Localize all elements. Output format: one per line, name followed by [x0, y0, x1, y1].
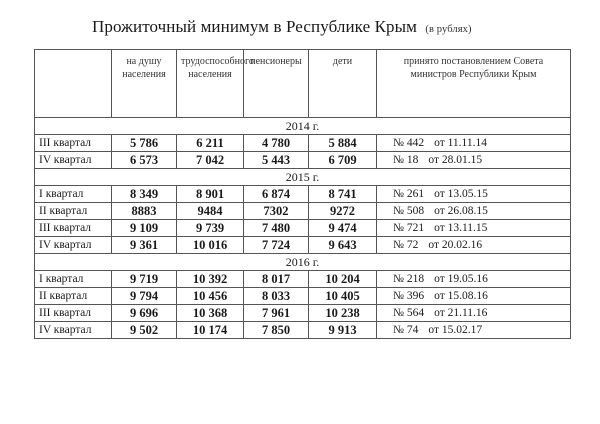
quarter-cell: I квартал	[35, 186, 112, 203]
year-row	[35, 169, 571, 186]
per-capita-cell: 5 786	[112, 135, 177, 152]
table-row	[35, 220, 571, 237]
resolution-number: № 442	[393, 136, 425, 149]
year-label: 2015 г.	[35, 169, 571, 186]
title-unit-note: (в рублях)	[425, 24, 472, 35]
resolution-number: № 721	[393, 221, 425, 234]
quarter-cell: III квартал	[35, 135, 112, 152]
resolution-cell	[377, 288, 571, 305]
resolution-number: № 564	[393, 306, 425, 319]
resolution-number: № 18	[393, 153, 419, 166]
header-children: дети	[309, 50, 377, 118]
header-resolution: принято постановлением Совета министров Республики Крым	[377, 50, 571, 118]
quarter-cell: IV квартал	[35, 152, 112, 169]
children-cell: 8 741	[309, 186, 377, 203]
resolution-date: от 21.11.16	[434, 306, 488, 319]
year-label: 2016 г.	[35, 254, 571, 271]
children-cell: 9272	[309, 203, 377, 220]
year-row	[35, 254, 571, 271]
pensioners-cell: 7 724	[244, 237, 309, 254]
resolution-cell	[377, 152, 571, 169]
children-cell: 6 709	[309, 152, 377, 169]
children-cell: 9 474	[309, 220, 377, 237]
table-row	[35, 135, 571, 152]
header-pensioners: пенсионеры	[244, 50, 309, 118]
table-row	[35, 152, 571, 169]
header-quarter	[35, 50, 112, 118]
pensioners-cell: 7 961	[244, 305, 309, 322]
quarter-cell: IV квартал	[35, 237, 112, 254]
per-capita-cell: 8 349	[112, 186, 177, 203]
working-population-cell: 6 211	[177, 135, 244, 152]
per-capita-cell: 9 696	[112, 305, 177, 322]
resolution-date: от 11.11.14	[434, 136, 488, 149]
per-capita-cell: 6 573	[112, 152, 177, 169]
header-working-population: трудоспособного населения	[177, 50, 244, 118]
pensioners-cell: 7 850	[244, 322, 309, 339]
children-cell: 10 405	[309, 288, 377, 305]
per-capita-cell: 9 794	[112, 288, 177, 305]
table-header-row	[35, 50, 571, 118]
table-row	[35, 288, 571, 305]
working-population-cell: 10 016	[177, 237, 244, 254]
children-cell: 10 204	[309, 271, 377, 288]
per-capita-cell: 9 361	[112, 237, 177, 254]
per-capita-cell: 8883	[112, 203, 177, 220]
subsistence-minimum-table	[34, 49, 571, 339]
table-row	[35, 271, 571, 288]
working-population-cell: 8 901	[177, 186, 244, 203]
quarter-cell: III квартал	[35, 305, 112, 322]
pensioners-cell: 8 017	[244, 271, 309, 288]
children-cell: 10 238	[309, 305, 377, 322]
pensioners-cell: 6 874	[244, 186, 309, 203]
document-title	[92, 17, 472, 37]
working-population-cell: 9 739	[177, 220, 244, 237]
resolution-number: № 508	[393, 204, 425, 217]
children-cell: 9 643	[309, 237, 377, 254]
resolution-date: от 19.05.16	[434, 272, 488, 285]
working-population-cell: 10 456	[177, 288, 244, 305]
table-row	[35, 237, 571, 254]
pensioners-cell: 5 443	[244, 152, 309, 169]
resolution-cell	[377, 322, 571, 339]
children-cell: 9 913	[309, 322, 377, 339]
table-body	[35, 118, 571, 339]
resolution-number: № 396	[393, 289, 425, 302]
resolution-number: № 74	[393, 323, 419, 336]
table-row	[35, 305, 571, 322]
resolution-cell	[377, 186, 571, 203]
resolution-cell	[377, 203, 571, 220]
year-row	[35, 118, 571, 135]
resolution-date: от 20.02.16	[428, 238, 483, 251]
resolution-date: от 26.08.15	[434, 204, 488, 217]
resolution-number: № 261	[393, 187, 425, 200]
resolution-cell	[377, 220, 571, 237]
quarter-cell: I квартал	[35, 271, 112, 288]
resolution-number: № 72	[393, 238, 419, 251]
quarter-cell: III квартал	[35, 220, 112, 237]
per-capita-cell: 9 109	[112, 220, 177, 237]
per-capita-cell: 9 719	[112, 271, 177, 288]
resolution-number: № 218	[393, 272, 425, 285]
header-per-capita: на душу населения	[112, 50, 177, 118]
resolution-date: от 13.05.15	[434, 187, 488, 200]
pensioners-cell: 4 780	[244, 135, 309, 152]
quarter-cell: IV квартал	[35, 322, 112, 339]
quarter-cell: II квартал	[35, 288, 112, 305]
pensioners-cell: 7302	[244, 203, 309, 220]
working-population-cell: 10 368	[177, 305, 244, 322]
resolution-cell	[377, 237, 571, 254]
table-row	[35, 322, 571, 339]
table-row	[35, 186, 571, 203]
pensioners-cell: 7 480	[244, 220, 309, 237]
working-population-cell: 7 042	[177, 152, 244, 169]
working-population-cell: 10 392	[177, 271, 244, 288]
title-text: Прожиточный минимум в Республике Крым	[92, 17, 418, 36]
year-label: 2014 г.	[35, 118, 571, 135]
resolution-date: от 28.01.15	[428, 153, 483, 166]
resolution-date: от 15.08.16	[434, 289, 488, 302]
working-population-cell: 9484	[177, 203, 244, 220]
resolution-cell	[377, 135, 571, 152]
pensioners-cell: 8 033	[244, 288, 309, 305]
quarter-cell: II квартал	[35, 203, 112, 220]
resolution-date: от 13.11.15	[434, 221, 488, 234]
per-capita-cell: 9 502	[112, 322, 177, 339]
resolution-date: от 15.02.17	[428, 323, 483, 336]
resolution-cell	[377, 305, 571, 322]
working-population-cell: 10 174	[177, 322, 244, 339]
resolution-cell	[377, 271, 571, 288]
table-row	[35, 203, 571, 220]
children-cell: 5 884	[309, 135, 377, 152]
